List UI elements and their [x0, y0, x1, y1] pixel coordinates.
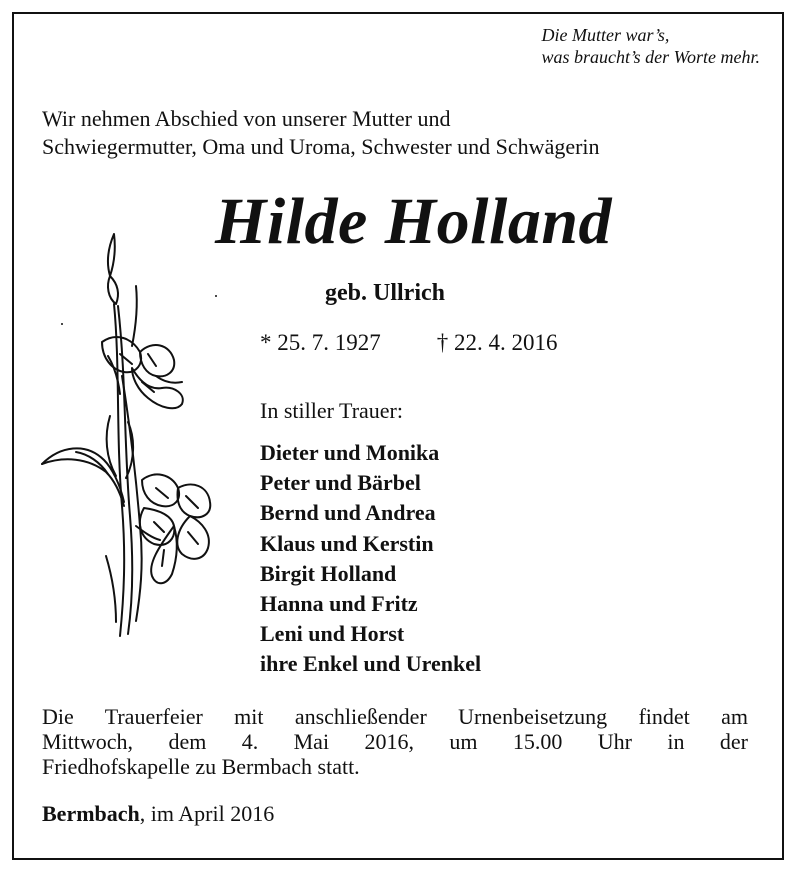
ceremony-line-1: Die Trauerfeier mit anschließender Urnenbeisetzung findet am — [42, 704, 748, 729]
motto-quote — [541, 24, 760, 68]
mourner-name: Peter und Bärbel — [260, 470, 421, 496]
mourner-name: Leni und Horst — [260, 621, 405, 647]
motto-line-2: was braucht’s der Worte mehr. — [541, 47, 760, 67]
signature-place: Bermbach — [42, 801, 140, 826]
mourners-list — [260, 438, 481, 680]
intro-line-1: Wir nehmen Abschied von unserer Mutter und — [42, 106, 451, 131]
signature — [42, 800, 274, 828]
born-name: geb. Ullrich — [325, 280, 445, 306]
death-date: † 22. 4. 2016 — [436, 330, 558, 355]
ceremony-line-2: Mittwoch, dem 4. Mai 2016, um 15.00 Uhr in der — [42, 729, 748, 754]
birth-date: * 25. 7. 1927 — [260, 330, 381, 355]
life-dates — [260, 328, 558, 358]
iris-flower-drawing-icon — [36, 226, 246, 646]
mourner-name: Klaus und Kerstin — [260, 530, 434, 556]
mourner-name: Hanna und Fritz — [260, 591, 418, 617]
mourner-name: Birgit Holland — [260, 560, 397, 586]
mourner-name: Dieter und Monika — [260, 440, 440, 465]
mourner-name: Bernd und Andrea — [260, 500, 436, 526]
ceremony-notice — [42, 704, 748, 779]
mourning-label: In stiller Trauer: — [260, 398, 403, 423]
deceased-name: Hilde Holland — [215, 185, 613, 258]
ceremony-line-3: Friedhofskapelle zu Bermbach statt. — [42, 754, 360, 779]
intro-text — [42, 105, 600, 161]
mourner-name: ihre Enkel und Urenkel — [260, 651, 482, 677]
signature-date: , im April 2016 — [139, 801, 275, 826]
intro-line-2: Schwiegermutter, Oma und Uroma, Schwester und Schwägerin — [42, 134, 600, 159]
motto-line-1: Die Mutter war’s, — [541, 25, 670, 45]
